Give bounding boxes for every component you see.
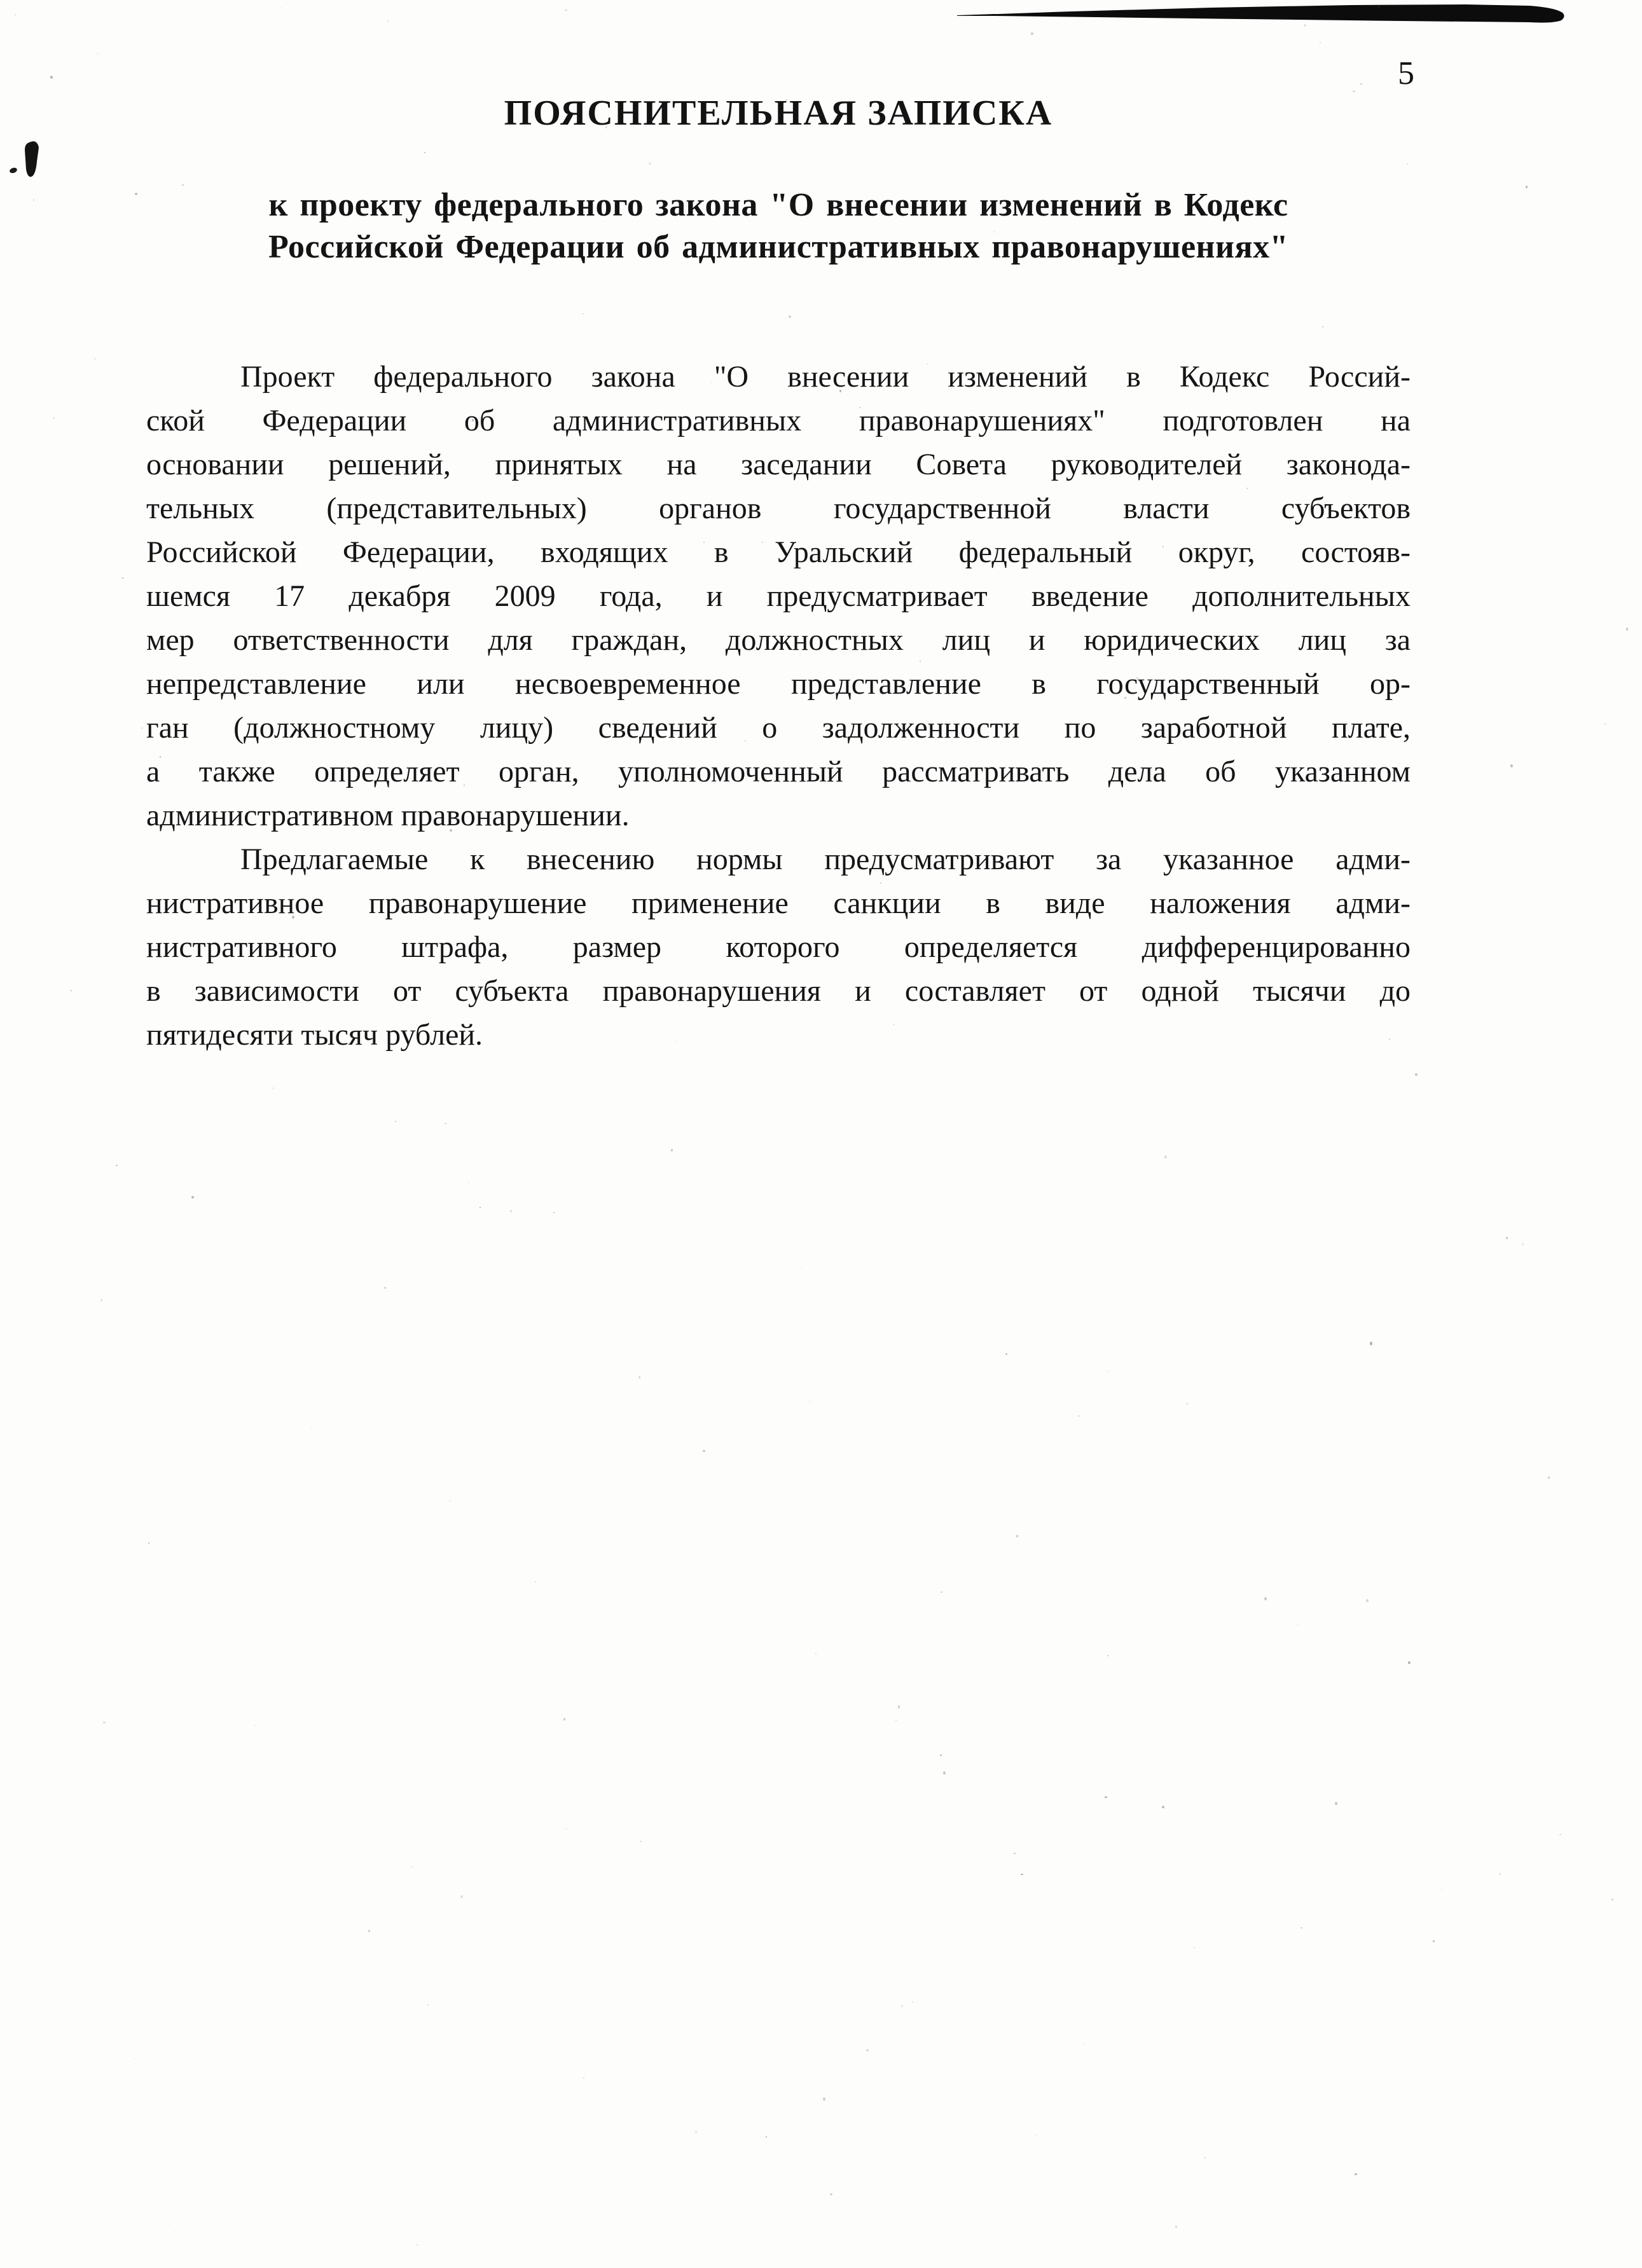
paragraph-2 (146, 837, 1411, 1057)
page-number: 5 (1398, 55, 1414, 92)
body-line: нистративное правонарушение применение санкции в виде наложения адми- (146, 886, 1411, 920)
body-line: административном правонарушении. (146, 799, 630, 832)
body-line: основании решений, принятых на заседании Совета руководителей законода- (146, 448, 1411, 481)
body-line: мер ответственности для граждан, должностных лиц и юридических лиц за (146, 623, 1411, 657)
body-line: пятидесяти тысяч рублей. (146, 1018, 483, 1052)
subtitle-line-2: Российской Федерации об административных правонарушениях" (268, 229, 1288, 265)
body-line: Российской Федерации, входящих в Уральский федеральный округ, состояв- (146, 535, 1411, 569)
document-subtitle (146, 184, 1411, 268)
body-line: нистративного штрафа, размер которого определяется дифференцированно (146, 930, 1411, 964)
document-body (146, 355, 1411, 1057)
body-line: а также определяет орган, уполномоченный рассматривать дела об указанном (146, 755, 1411, 788)
body-line: Проект федерального закона "О внесении изменений в Кодекс Россий- (240, 360, 1411, 394)
body-line: шемся 17 декабря 2009 года, и предусматривает введение дополнительных (146, 579, 1411, 613)
ink-blot-icon (5, 137, 50, 188)
subtitle-line-1: к проекту федерального закона "О внесении изменений в Кодекс (268, 187, 1288, 223)
body-line: ган (должностному лицу) сведений о задолженности по заработной плате, (146, 711, 1411, 745)
body-line: ской Федерации об административных правонарушениях" подготовлен на (146, 404, 1411, 437)
document-title: ПОЯСНИТЕЛЬНАЯ ЗАПИСКА (504, 93, 1053, 133)
body-line: Предлагаемые к внесению нормы предусматривают за указанное адми- (240, 842, 1411, 876)
body-line: в зависимости от субъекта правонарушения и составляет от одной тысячи до (146, 974, 1411, 1008)
body-line: тельных (представительных) органов государственной власти субъектов (146, 491, 1411, 525)
body-line: непредставление или несвоевременное представление в государственный ор- (146, 667, 1411, 701)
paragraph-1 (146, 355, 1411, 837)
scan-streak-icon (957, 1, 1580, 28)
